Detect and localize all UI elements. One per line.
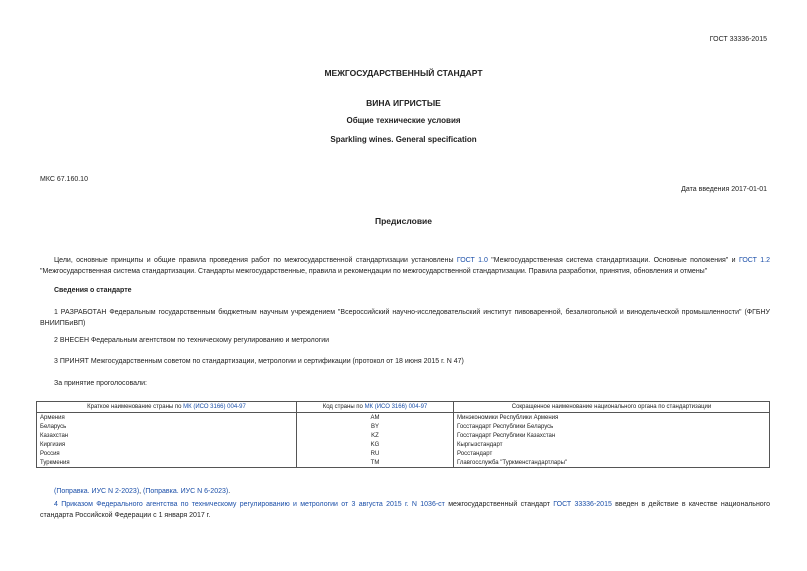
organ-cell: Минэкономики Республики Армения — [454, 413, 770, 423]
table-row — [37, 431, 770, 440]
mk-iso-link[interactable]: МК (ИСО 3166) 004-97 — [364, 404, 428, 410]
code-cell: RU — [297, 449, 454, 458]
organ-cell: Госстандарт Республики Беларусь — [454, 422, 770, 431]
amendment-link[interactable]: (Поправка. ИУС N 6-2023) — [143, 488, 229, 495]
header-text: Код страны по — [322, 404, 365, 410]
column-header-country — [37, 402, 297, 413]
table-row — [37, 458, 770, 468]
code-cell: KG — [297, 440, 454, 449]
document-subtitle: Общие технические условия — [346, 116, 461, 125]
gost-1-0-link[interactable]: ГОСТ 1.0 — [456, 257, 488, 264]
organ-cell: Главгосслужба "Туркменстандартлары" — [454, 458, 770, 468]
country-cell: Киргизия — [37, 440, 297, 449]
header-text: Краткое наименование страны по — [87, 404, 184, 410]
adopted-paragraph: 3 ПРИНЯТ Межгосударственным советом по стандартизации, метрологии и сертификации (протокол от 18 июня 2015 г. N 47) — [54, 358, 464, 365]
code-cell: BY — [297, 422, 454, 431]
table-row — [37, 413, 770, 423]
amendment-link[interactable]: (Поправка. ИУС N 2-2023) — [54, 488, 140, 495]
paragraph-text: "Межгосударственная система стандартизации. Основные положения" и — [487, 257, 739, 264]
code-cell: AM — [297, 413, 454, 423]
standard-info-heading: Сведения о стандарте — [54, 287, 132, 294]
country-cell: Армения — [37, 413, 297, 423]
organ-cell: Госстандарт Республики Казахстан — [454, 431, 770, 440]
mks-code: МКС 67.160.10 — [40, 176, 88, 183]
paragraph-text: введен в действие в качестве национального стандарта Российской Федерации с 1 января 2017 г. — [40, 501, 770, 519]
column-header-organ: Сокращенное наименование национального органа по стандартизации — [454, 402, 770, 413]
preface-paragraph — [40, 255, 770, 277]
separator: , — [139, 488, 144, 495]
voting-countries-table — [36, 401, 770, 468]
separator: . — [228, 488, 231, 495]
country-cell: Туркмения — [37, 458, 297, 468]
country-cell: Казахстан — [37, 431, 297, 440]
table-row — [37, 440, 770, 449]
country-cell: Беларусь — [37, 422, 297, 431]
document-number: ГОСТ 33336-2015 — [709, 36, 767, 43]
intro-date: Дата введения 2017-01-01 — [681, 186, 767, 193]
gost-1-2-link[interactable]: ГОСТ 1.2 — [738, 257, 770, 264]
organ-cell: Кыргызстандарт — [454, 440, 770, 449]
gost-33336-link[interactable]: ГОСТ 33336-2015 — [553, 501, 612, 508]
code-cell: KZ — [297, 431, 454, 440]
submitted-paragraph: 2 ВНЕСЕН Федеральным агентством по техническому регулированию и метрологии — [54, 337, 330, 344]
paragraph-text: Цели, основные принципы и общие правила проведения работ по межгосударственной стандартизации установлены — [54, 257, 457, 264]
organ-cell: Росстандарт — [454, 449, 770, 458]
country-cell: Россия — [37, 449, 297, 458]
order-link[interactable]: 4 Приказом Федерального агентства по техническому регулированию и метрологии от 3 августа 2015 г. N 1036-ст — [54, 501, 445, 508]
code-cell: TM — [297, 458, 454, 468]
table-row — [37, 422, 770, 431]
standard-type: МЕЖГОСУДАРСТВЕННЫЙ СТАНДАРТ — [324, 68, 483, 78]
order-paragraph — [40, 499, 770, 521]
table-row — [37, 449, 770, 458]
developer-paragraph: 1 РАЗРАБОТАН Федеральным государственным бюджетным научным учреждением "Всероссийский научно-исследовательский институт пивоваренной, безалкогольной и винодельческой промышленности" (ФГБНУ ВНИИПБиВП) — [40, 309, 770, 327]
document-title-english: Sparkling wines. General specification — [330, 135, 477, 144]
paragraph-text: "Межгосударственная система стандартизации. Стандарты межгосударственные, правила и рекомендации по межгосударственной стандартизации. Правила разработки, принятия, обновления и отмены" — [40, 268, 708, 275]
table-header-row — [37, 402, 770, 413]
mk-iso-link[interactable]: МК (ИСО 3166) 004-97 — [183, 404, 246, 410]
preface-heading: Предисловие — [374, 216, 433, 226]
amendments-line — [54, 488, 230, 495]
voted-label: За принятие проголосовали: — [54, 380, 147, 387]
paragraph-text: межгосударственный стандарт — [444, 501, 554, 508]
column-header-code — [297, 402, 454, 413]
document-title: ВИНА ИГРИСТЫЕ — [366, 98, 441, 108]
